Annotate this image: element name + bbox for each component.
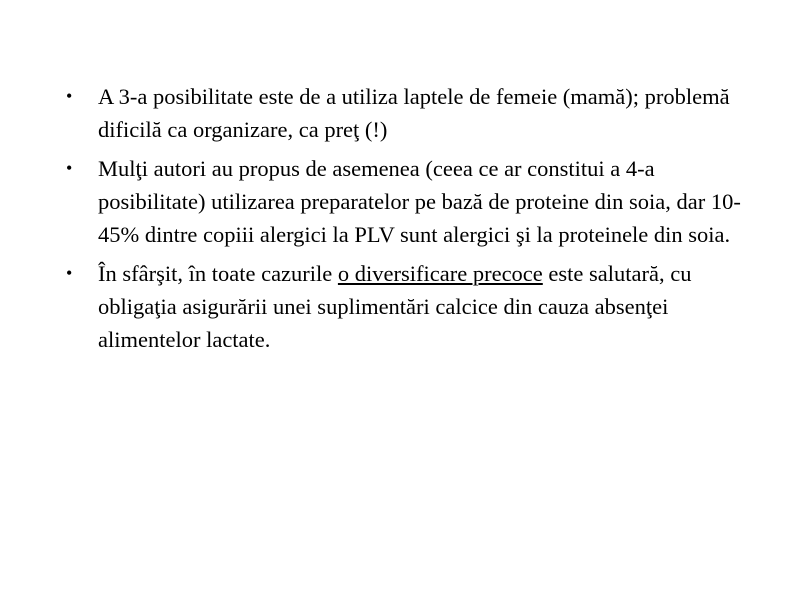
bullet-dot-icon: •: [66, 263, 73, 283]
bullet-text-after: este salutară, cu obligaţia asigurării unei suplimentări calcice din cauza absenţei alimentelor lactate.: [98, 261, 692, 352]
underlined-phrase: o diversificare precoce: [337, 261, 543, 286]
bullet-text: A 3-a posibilitate este de a utiliza laptele de femeie (mamă); problemă dificilă ca organizare, ca preţ (!): [98, 84, 730, 142]
bullet-dot-icon: •: [66, 86, 73, 106]
bullet-dot-icon: •: [66, 158, 73, 178]
bullet-item-3: [66, 257, 766, 356]
bullet-list: [66, 80, 766, 362]
bullet-text-before: În sfârşit, în toate cazurile: [98, 261, 338, 286]
bullet-item-1: [66, 80, 766, 146]
bullet-item-2: [66, 152, 766, 251]
bullet-text: Mulţi autori au propus de asemenea (ceea ce ar constitui a 4-a posibilitate) utilizarea preparatelor pe bază de proteine din soia, dar 10-45% dintre copiii alergici la PLV sunt alergici şi la proteinele din soia.: [98, 156, 741, 247]
